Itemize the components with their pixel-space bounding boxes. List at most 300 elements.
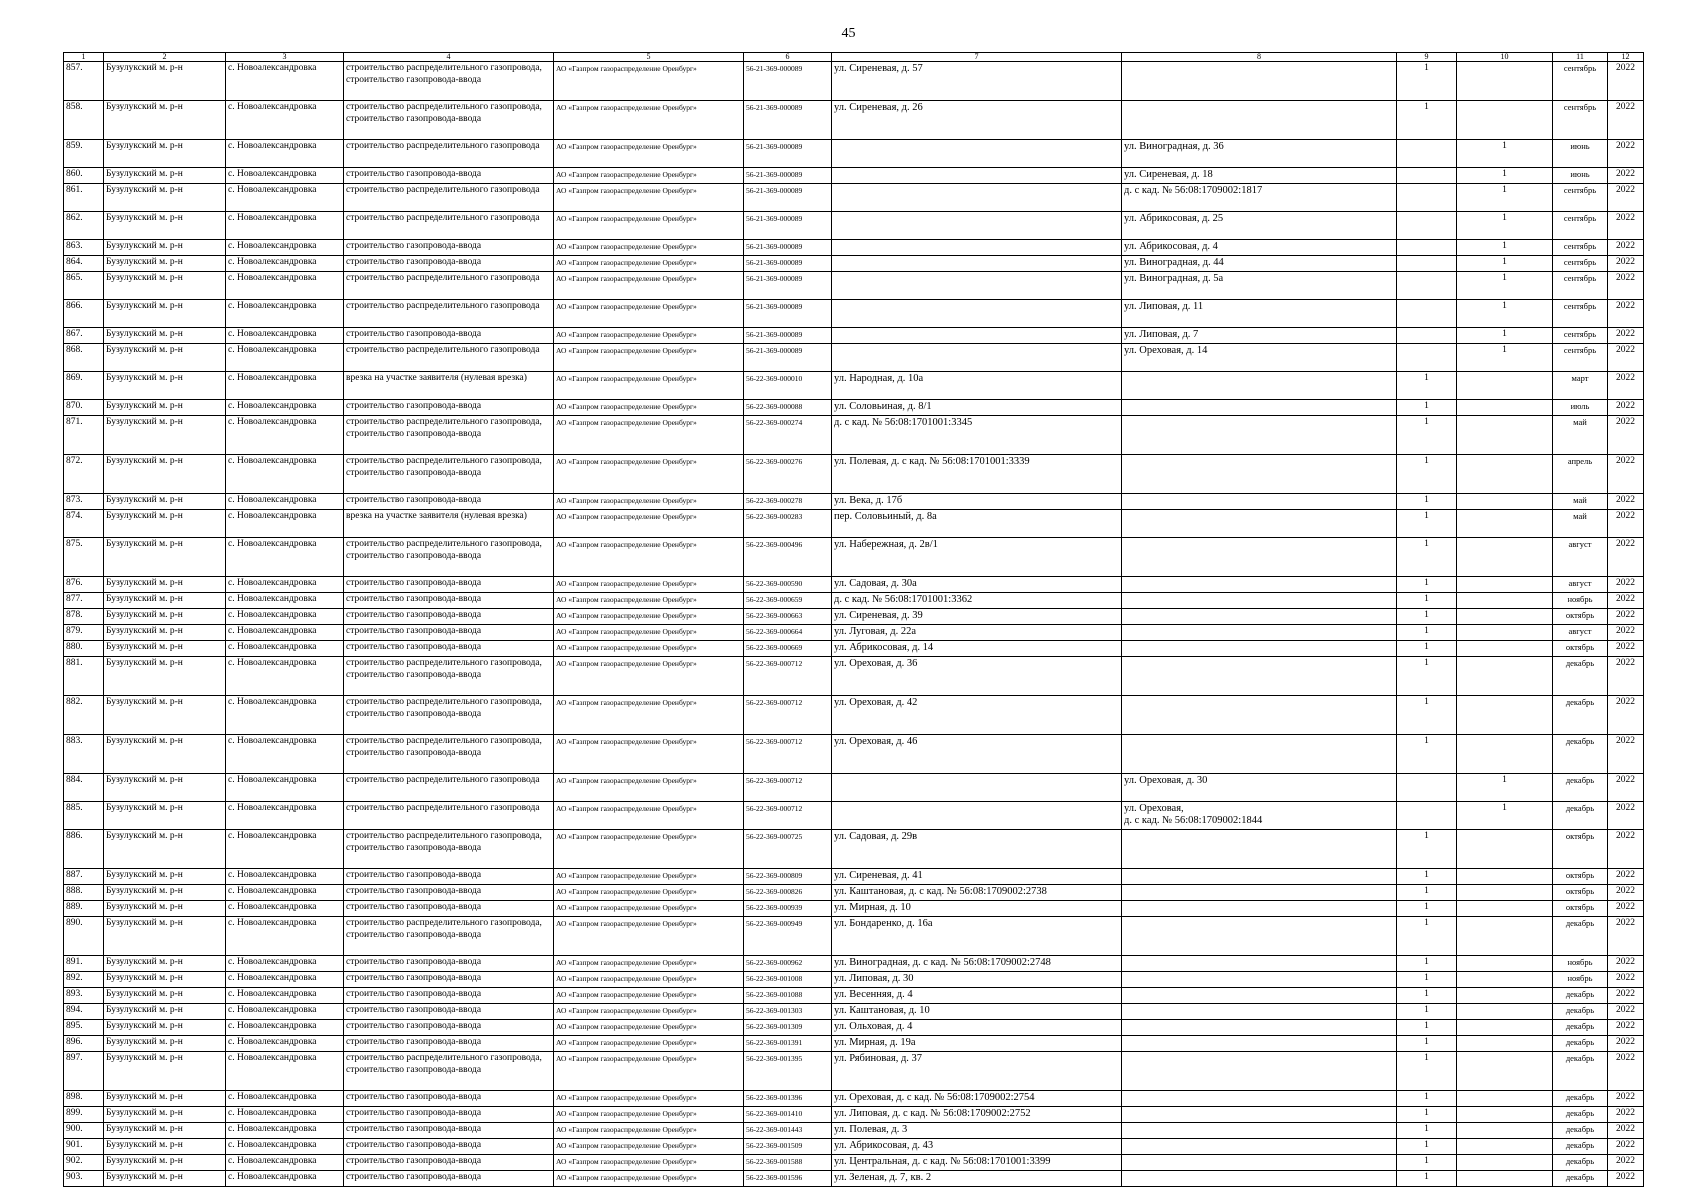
table-row: [64, 641, 1644, 657]
address-cell: ул. Полевая, д. с кад. № 56:08:1701001:3339: [832, 455, 1122, 494]
year-cell: 2022: [1608, 593, 1644, 609]
work-type-cell: строительство газопровода-ввода: [344, 869, 554, 885]
count-col9-cell: 1: [1397, 869, 1457, 885]
application-code-cell: 56-21-369-000089: [744, 240, 832, 256]
settlement-cell: с. Новоалександровка: [226, 593, 344, 609]
row-number: 890.: [64, 917, 104, 956]
table-row: [64, 1171, 1644, 1187]
month-cell: октябрь: [1553, 609, 1608, 625]
table-row: [64, 1036, 1644, 1052]
settlement-cell: с. Новоалександровка: [226, 988, 344, 1004]
row-number: 893.: [64, 988, 104, 1004]
organization-cell: АО «Газпром газораспределение Оренбург»: [554, 869, 744, 885]
application-code-cell: 56-22-369-000088: [744, 400, 832, 416]
row-number: 880.: [64, 641, 104, 657]
settlement-cell: с. Новоалександровка: [226, 62, 344, 101]
row-number: 863.: [64, 240, 104, 256]
address-alt-cell: [1122, 917, 1397, 956]
application-code-cell: 56-22-369-000659: [744, 593, 832, 609]
organization-cell: АО «Газпром газораспределение Оренбург»: [554, 593, 744, 609]
address-cell: [832, 272, 1122, 300]
count-col9-cell: [1397, 212, 1457, 240]
address-cell: д. с кад. № 56:08:1701001:3362: [832, 593, 1122, 609]
application-code-cell: 56-22-369-000712: [744, 802, 832, 830]
district-cell: Бузулукский м. р-н: [104, 344, 226, 372]
district-cell: Бузулукский м. р-н: [104, 328, 226, 344]
row-number: 896.: [64, 1036, 104, 1052]
settlement-cell: с. Новоалександровка: [226, 168, 344, 184]
count-col9-cell: 1: [1397, 1139, 1457, 1155]
count-col10-cell: [1457, 455, 1553, 494]
column-number: 12: [1608, 53, 1644, 62]
count-col10-cell: [1457, 830, 1553, 869]
count-col9-cell: [1397, 168, 1457, 184]
year-cell: 2022: [1608, 344, 1644, 372]
organization-cell: АО «Газпром газораспределение Оренбург»: [554, 956, 744, 972]
count-col10-cell: [1457, 593, 1553, 609]
row-number: 888.: [64, 885, 104, 901]
work-type-cell: строительство газопровода-ввода: [344, 494, 554, 510]
application-code-cell: 56-22-369-000712: [744, 774, 832, 802]
address-alt-cell: [1122, 1004, 1397, 1020]
application-code-cell: 56-22-369-001303: [744, 1004, 832, 1020]
application-code-cell: 56-22-369-000276: [744, 455, 832, 494]
table-row: [64, 885, 1644, 901]
work-type-cell: строительство газопровода-ввода: [344, 256, 554, 272]
table-row: [64, 538, 1644, 577]
table-row: [64, 240, 1644, 256]
row-number: 894.: [64, 1004, 104, 1020]
settlement-cell: с. Новоалександровка: [226, 510, 344, 538]
application-code-cell: 56-22-369-000278: [744, 494, 832, 510]
district-cell: Бузулукский м. р-н: [104, 830, 226, 869]
organization-cell: АО «Газпром газораспределение Оренбург»: [554, 1123, 744, 1139]
work-type-cell: строительство газопровода-ввода: [344, 641, 554, 657]
address-alt-cell: ул. Виноградная, д. 36: [1122, 140, 1397, 168]
count-col9-cell: 1: [1397, 400, 1457, 416]
district-cell: Бузулукский м. р-н: [104, 400, 226, 416]
year-cell: 2022: [1608, 168, 1644, 184]
count-col9-cell: 1: [1397, 609, 1457, 625]
settlement-cell: с. Новоалександровка: [226, 1139, 344, 1155]
district-cell: Бузулукский м. р-н: [104, 917, 226, 956]
work-type-cell: строительство газопровода-ввода: [344, 1036, 554, 1052]
application-code-cell: 56-22-369-000664: [744, 625, 832, 641]
year-cell: 2022: [1608, 956, 1644, 972]
organization-cell: АО «Газпром газораспределение Оренбург»: [554, 212, 744, 240]
district-cell: Бузулукский м. р-н: [104, 869, 226, 885]
address-cell: ул. Весенняя, д. 4: [832, 988, 1122, 1004]
district-cell: Бузулукский м. р-н: [104, 416, 226, 455]
month-cell: сентябрь: [1553, 184, 1608, 212]
count-col10-cell: [1457, 1052, 1553, 1091]
organization-cell: АО «Газпром газораспределение Оренбург»: [554, 416, 744, 455]
month-cell: декабрь: [1553, 657, 1608, 696]
district-cell: Бузулукский м. р-н: [104, 657, 226, 696]
count-col9-cell: 1: [1397, 988, 1457, 1004]
work-type-cell: строительство газопровода-ввода: [344, 1020, 554, 1036]
settlement-cell: с. Новоалександровка: [226, 1020, 344, 1036]
district-cell: Бузулукский м. р-н: [104, 1155, 226, 1171]
address-alt-cell: ул. Ореховая, д. с кад. № 56:08:1709002:1844: [1122, 802, 1397, 830]
year-cell: 2022: [1608, 869, 1644, 885]
year-cell: 2022: [1608, 416, 1644, 455]
work-type-cell: строительство газопровода-ввода: [344, 1004, 554, 1020]
address-cell: ул. Века, д. 17б: [832, 494, 1122, 510]
year-cell: 2022: [1608, 735, 1644, 774]
table-row: [64, 1139, 1644, 1155]
district-cell: Бузулукский м. р-н: [104, 1052, 226, 1091]
application-code-cell: 56-22-369-000712: [744, 696, 832, 735]
row-number: 862.: [64, 212, 104, 240]
count-col10-cell: 1: [1457, 212, 1553, 240]
settlement-cell: с. Новоалександровка: [226, 802, 344, 830]
address-alt-cell: д. с кад. № 56:08:1709002:1817: [1122, 184, 1397, 212]
application-code-cell: 56-21-369-000089: [744, 300, 832, 328]
address-alt-cell: [1122, 641, 1397, 657]
work-type-cell: строительство распределительного газопровода: [344, 300, 554, 328]
address-cell: ул. Ореховая, д. 42: [832, 696, 1122, 735]
month-cell: декабрь: [1553, 1091, 1608, 1107]
table-row: [64, 593, 1644, 609]
settlement-cell: с. Новоалександровка: [226, 455, 344, 494]
address-cell: ул. Сиреневая, д. 26: [832, 101, 1122, 140]
settlement-cell: с. Новоалександровка: [226, 657, 344, 696]
application-code-cell: 56-22-369-000725: [744, 830, 832, 869]
organization-cell: АО «Газпром газораспределение Оренбург»: [554, 735, 744, 774]
application-code-cell: 56-21-369-000089: [744, 212, 832, 240]
table-row: [64, 735, 1644, 774]
settlement-cell: с. Новоалександровка: [226, 1052, 344, 1091]
application-code-cell: 56-22-369-000826: [744, 885, 832, 901]
count-col9-cell: [1397, 240, 1457, 256]
year-cell: 2022: [1608, 885, 1644, 901]
column-number-row: [64, 53, 1644, 62]
month-cell: декабрь: [1553, 917, 1608, 956]
settlement-cell: с. Новоалександровка: [226, 300, 344, 328]
month-cell: октябрь: [1553, 885, 1608, 901]
work-type-cell: строительство газопровода-ввода: [344, 1139, 554, 1155]
address-cell: ул. Липовая, д. 30: [832, 972, 1122, 988]
row-number: 884.: [64, 774, 104, 802]
count-col9-cell: 1: [1397, 625, 1457, 641]
count-col9-cell: 1: [1397, 641, 1457, 657]
table-row: [64, 625, 1644, 641]
address-alt-cell: [1122, 869, 1397, 885]
month-cell: июль: [1553, 400, 1608, 416]
year-cell: 2022: [1608, 696, 1644, 735]
year-cell: 2022: [1608, 256, 1644, 272]
address-cell: ул. Ольховая, д. 4: [832, 1020, 1122, 1036]
address-alt-cell: ул. Абрикосовая, д. 25: [1122, 212, 1397, 240]
table-row: [64, 1091, 1644, 1107]
address-cell: ул. Сиреневая, д. 41: [832, 869, 1122, 885]
row-number: 872.: [64, 455, 104, 494]
district-cell: Бузулукский м. р-н: [104, 510, 226, 538]
application-code-cell: 56-22-369-000962: [744, 956, 832, 972]
count-col9-cell: 1: [1397, 956, 1457, 972]
row-number: 879.: [64, 625, 104, 641]
address-cell: ул. Абрикосовая, д. 14: [832, 641, 1122, 657]
count-col10-cell: [1457, 577, 1553, 593]
district-cell: Бузулукский м. р-н: [104, 538, 226, 577]
organization-cell: АО «Газпром газораспределение Оренбург»: [554, 917, 744, 956]
table-row: [64, 184, 1644, 212]
month-cell: июнь: [1553, 168, 1608, 184]
application-code-cell: 56-22-369-000712: [744, 657, 832, 696]
district-cell: Бузулукский м. р-н: [104, 625, 226, 641]
month-cell: декабрь: [1553, 1107, 1608, 1123]
month-cell: декабрь: [1553, 1155, 1608, 1171]
year-cell: 2022: [1608, 372, 1644, 400]
address-alt-cell: [1122, 494, 1397, 510]
organization-cell: АО «Газпром газораспределение Оренбург»: [554, 400, 744, 416]
district-cell: Бузулукский м. р-н: [104, 956, 226, 972]
table-row: [64, 1123, 1644, 1139]
count-col9-cell: 1: [1397, 1171, 1457, 1187]
table-row: [64, 830, 1644, 869]
row-number: 897.: [64, 1052, 104, 1091]
organization-cell: АО «Газпром газораспределение Оренбург»: [554, 1004, 744, 1020]
work-type-cell: строительство распределительного газопровода, строительство газопровода-ввода: [344, 917, 554, 956]
year-cell: 2022: [1608, 641, 1644, 657]
count-col9-cell: 1: [1397, 372, 1457, 400]
row-number: 858.: [64, 101, 104, 140]
district-cell: Бузулукский м. р-н: [104, 972, 226, 988]
address-alt-cell: [1122, 538, 1397, 577]
settlement-cell: с. Новоалександровка: [226, 328, 344, 344]
page-number: 45: [841, 26, 856, 41]
address-alt-cell: ул. Ореховая, д. 30: [1122, 774, 1397, 802]
address-alt-cell: [1122, 510, 1397, 538]
count-col10-cell: 1: [1457, 240, 1553, 256]
count-col10-cell: [1457, 1004, 1553, 1020]
count-col10-cell: [1457, 400, 1553, 416]
month-cell: декабрь: [1553, 774, 1608, 802]
month-cell: сентябрь: [1553, 62, 1608, 101]
organization-cell: АО «Газпром газораспределение Оренбург»: [554, 1139, 744, 1155]
settlement-cell: с. Новоалександровка: [226, 696, 344, 735]
work-type-cell: строительство распределительного газопровода, строительство газопровода-ввода: [344, 830, 554, 869]
district-cell: Бузулукский м. р-н: [104, 240, 226, 256]
table-row: [64, 300, 1644, 328]
column-number: 6: [744, 53, 832, 62]
count-col10-cell: [1457, 1036, 1553, 1052]
address-cell: ул. Центральная, д. с кад. № 56:08:1701001:3399: [832, 1155, 1122, 1171]
address-cell: ул. Полевая, д. 3: [832, 1123, 1122, 1139]
organization-cell: АО «Газпром газораспределение Оренбург»: [554, 62, 744, 101]
count-col9-cell: 1: [1397, 1036, 1457, 1052]
address-alt-cell: [1122, 1091, 1397, 1107]
address-cell: [832, 344, 1122, 372]
application-code-cell: 56-22-369-001391: [744, 1036, 832, 1052]
table-row: [64, 212, 1644, 240]
work-type-cell: строительство газопровода-ввода: [344, 609, 554, 625]
settlement-cell: с. Новоалександровка: [226, 577, 344, 593]
count-col9-cell: 1: [1397, 735, 1457, 774]
address-cell: ул. Ореховая, д. с кад. № 56:08:1709002:2754: [832, 1091, 1122, 1107]
year-cell: 2022: [1608, 1052, 1644, 1091]
count-col10-cell: 1: [1457, 802, 1553, 830]
district-cell: Бузулукский м. р-н: [104, 272, 226, 300]
address-alt-cell: [1122, 400, 1397, 416]
address-cell: ул. Народная, д. 10а: [832, 372, 1122, 400]
table-row: [64, 372, 1644, 400]
work-type-cell: строительство распределительного газопровода, строительство газопровода-ввода: [344, 455, 554, 494]
settlement-cell: с. Новоалександровка: [226, 416, 344, 455]
row-number: 883.: [64, 735, 104, 774]
work-type-cell: строительство распределительного газопровода, строительство газопровода-ввода: [344, 735, 554, 774]
count-col9-cell: 1: [1397, 538, 1457, 577]
month-cell: декабрь: [1553, 802, 1608, 830]
count-col9-cell: 1: [1397, 1123, 1457, 1139]
count-col10-cell: [1457, 1091, 1553, 1107]
count-col9-cell: 1: [1397, 416, 1457, 455]
year-cell: 2022: [1608, 538, 1644, 577]
month-cell: декабрь: [1553, 1171, 1608, 1187]
district-cell: Бузулукский м. р-н: [104, 1091, 226, 1107]
count-col9-cell: 1: [1397, 1155, 1457, 1171]
year-cell: 2022: [1608, 1171, 1644, 1187]
count-col9-cell: [1397, 328, 1457, 344]
count-col9-cell: [1397, 140, 1457, 168]
row-number: 868.: [64, 344, 104, 372]
work-type-cell: строительство газопровода-ввода: [344, 328, 554, 344]
table-row: [64, 774, 1644, 802]
application-code-cell: 56-22-369-001088: [744, 988, 832, 1004]
address-alt-cell: [1122, 372, 1397, 400]
work-type-cell: строительство газопровода-ввода: [344, 972, 554, 988]
count-col9-cell: [1397, 344, 1457, 372]
month-cell: декабрь: [1553, 696, 1608, 735]
work-type-cell: строительство газопровода-ввода: [344, 593, 554, 609]
work-type-cell: строительство газопровода-ввода: [344, 240, 554, 256]
settlement-cell: с. Новоалександровка: [226, 344, 344, 372]
table-row: [64, 802, 1644, 830]
organization-cell: АО «Газпром газораспределение Оренбург»: [554, 494, 744, 510]
district-cell: Бузулукский м. р-н: [104, 577, 226, 593]
count-col9-cell: 1: [1397, 1020, 1457, 1036]
address-alt-cell: [1122, 593, 1397, 609]
organization-cell: АО «Газпром газораспределение Оренбург»: [554, 101, 744, 140]
count-col9-cell: 1: [1397, 101, 1457, 140]
work-type-cell: строительство газопровода-ввода: [344, 1171, 554, 1187]
district-cell: Бузулукский м. р-н: [104, 184, 226, 212]
settlement-cell: с. Новоалександровка: [226, 625, 344, 641]
row-number: 866.: [64, 300, 104, 328]
column-number: 7: [832, 53, 1122, 62]
application-code-cell: 56-22-369-000663: [744, 609, 832, 625]
table-row: [64, 416, 1644, 455]
count-col10-cell: 1: [1457, 344, 1553, 372]
work-type-cell: строительство распределительного газопровода: [344, 212, 554, 240]
row-number: 870.: [64, 400, 104, 416]
row-number: 857.: [64, 62, 104, 101]
work-type-cell: строительство газопровода-ввода: [344, 1107, 554, 1123]
district-cell: Бузулукский м. р-н: [104, 696, 226, 735]
year-cell: 2022: [1608, 917, 1644, 956]
application-code-cell: 56-22-369-001443: [744, 1123, 832, 1139]
work-type-cell: строительство газопровода-ввода: [344, 956, 554, 972]
district-cell: Бузулукский м. р-н: [104, 101, 226, 140]
work-type-cell: строительство распределительного газопровода, строительство газопровода-ввода: [344, 416, 554, 455]
column-number: 8: [1122, 53, 1397, 62]
count-col10-cell: [1457, 510, 1553, 538]
settlement-cell: с. Новоалександровка: [226, 972, 344, 988]
month-cell: сентябрь: [1553, 328, 1608, 344]
address-cell: ул. Бондаренко, д. 16а: [832, 917, 1122, 956]
month-cell: сентябрь: [1553, 101, 1608, 140]
count-col9-cell: [1397, 300, 1457, 328]
address-cell: [832, 328, 1122, 344]
work-type-cell: строительство газопровода-ввода: [344, 1123, 554, 1139]
year-cell: 2022: [1608, 212, 1644, 240]
year-cell: 2022: [1608, 272, 1644, 300]
month-cell: сентябрь: [1553, 300, 1608, 328]
row-number: 903.: [64, 1171, 104, 1187]
count-col9-cell: 1: [1397, 494, 1457, 510]
settlement-cell: с. Новоалександровка: [226, 1123, 344, 1139]
table-row: [64, 972, 1644, 988]
row-number: 869.: [64, 372, 104, 400]
address-cell: ул. Ореховая, д. 36: [832, 657, 1122, 696]
count-col10-cell: [1457, 869, 1553, 885]
count-col9-cell: [1397, 272, 1457, 300]
column-number: 11: [1553, 53, 1608, 62]
work-type-cell: строительство газопровода-ввода: [344, 625, 554, 641]
address-alt-cell: [1122, 1036, 1397, 1052]
settlement-cell: с. Новоалександровка: [226, 917, 344, 956]
organization-cell: АО «Газпром газораспределение Оренбург»: [554, 140, 744, 168]
row-number: 871.: [64, 416, 104, 455]
organization-cell: АО «Газпром газораспределение Оренбург»: [554, 641, 744, 657]
month-cell: март: [1553, 372, 1608, 400]
settlement-cell: с. Новоалександровка: [226, 212, 344, 240]
address-cell: ул. Абрикосовая, д. 43: [832, 1139, 1122, 1155]
row-number: 886.: [64, 830, 104, 869]
work-type-cell: строительство распределительного газопровода, строительство газопровода-ввода: [344, 101, 554, 140]
work-type-cell: строительство газопровода-ввода: [344, 577, 554, 593]
count-col10-cell: 1: [1457, 256, 1553, 272]
work-type-cell: строительство распределительного газопровода, строительство газопровода-ввода: [344, 62, 554, 101]
row-number: 864.: [64, 256, 104, 272]
count-col9-cell: 1: [1397, 901, 1457, 917]
settlement-cell: с. Новоалександровка: [226, 101, 344, 140]
organization-cell: АО «Газпром газораспределение Оренбург»: [554, 1171, 744, 1187]
month-cell: август: [1553, 538, 1608, 577]
district-cell: Бузулукский м. р-н: [104, 300, 226, 328]
row-number: 892.: [64, 972, 104, 988]
application-code-cell: 56-21-369-000089: [744, 184, 832, 212]
organization-cell: АО «Газпром газораспределение Оренбург»: [554, 1155, 744, 1171]
address-alt-cell: [1122, 101, 1397, 140]
district-cell: Бузулукский м. р-н: [104, 1171, 226, 1187]
year-cell: 2022: [1608, 609, 1644, 625]
count-col10-cell: [1457, 1020, 1553, 1036]
work-type-cell: строительство распределительного газопровода: [344, 774, 554, 802]
year-cell: 2022: [1608, 1020, 1644, 1036]
row-number: 900.: [64, 1123, 104, 1139]
address-alt-cell: [1122, 625, 1397, 641]
year-cell: 2022: [1608, 625, 1644, 641]
address-alt-cell: [1122, 609, 1397, 625]
address-cell: ул. Виноградная, д. с кад. № 56:08:1709002:2748: [832, 956, 1122, 972]
district-cell: Бузулукский м. р-н: [104, 593, 226, 609]
month-cell: сентябрь: [1553, 212, 1608, 240]
address-alt-cell: ул. Ореховая, д. 14: [1122, 344, 1397, 372]
settlement-cell: с. Новоалександровка: [226, 830, 344, 869]
settlement-cell: с. Новоалександровка: [226, 1004, 344, 1020]
